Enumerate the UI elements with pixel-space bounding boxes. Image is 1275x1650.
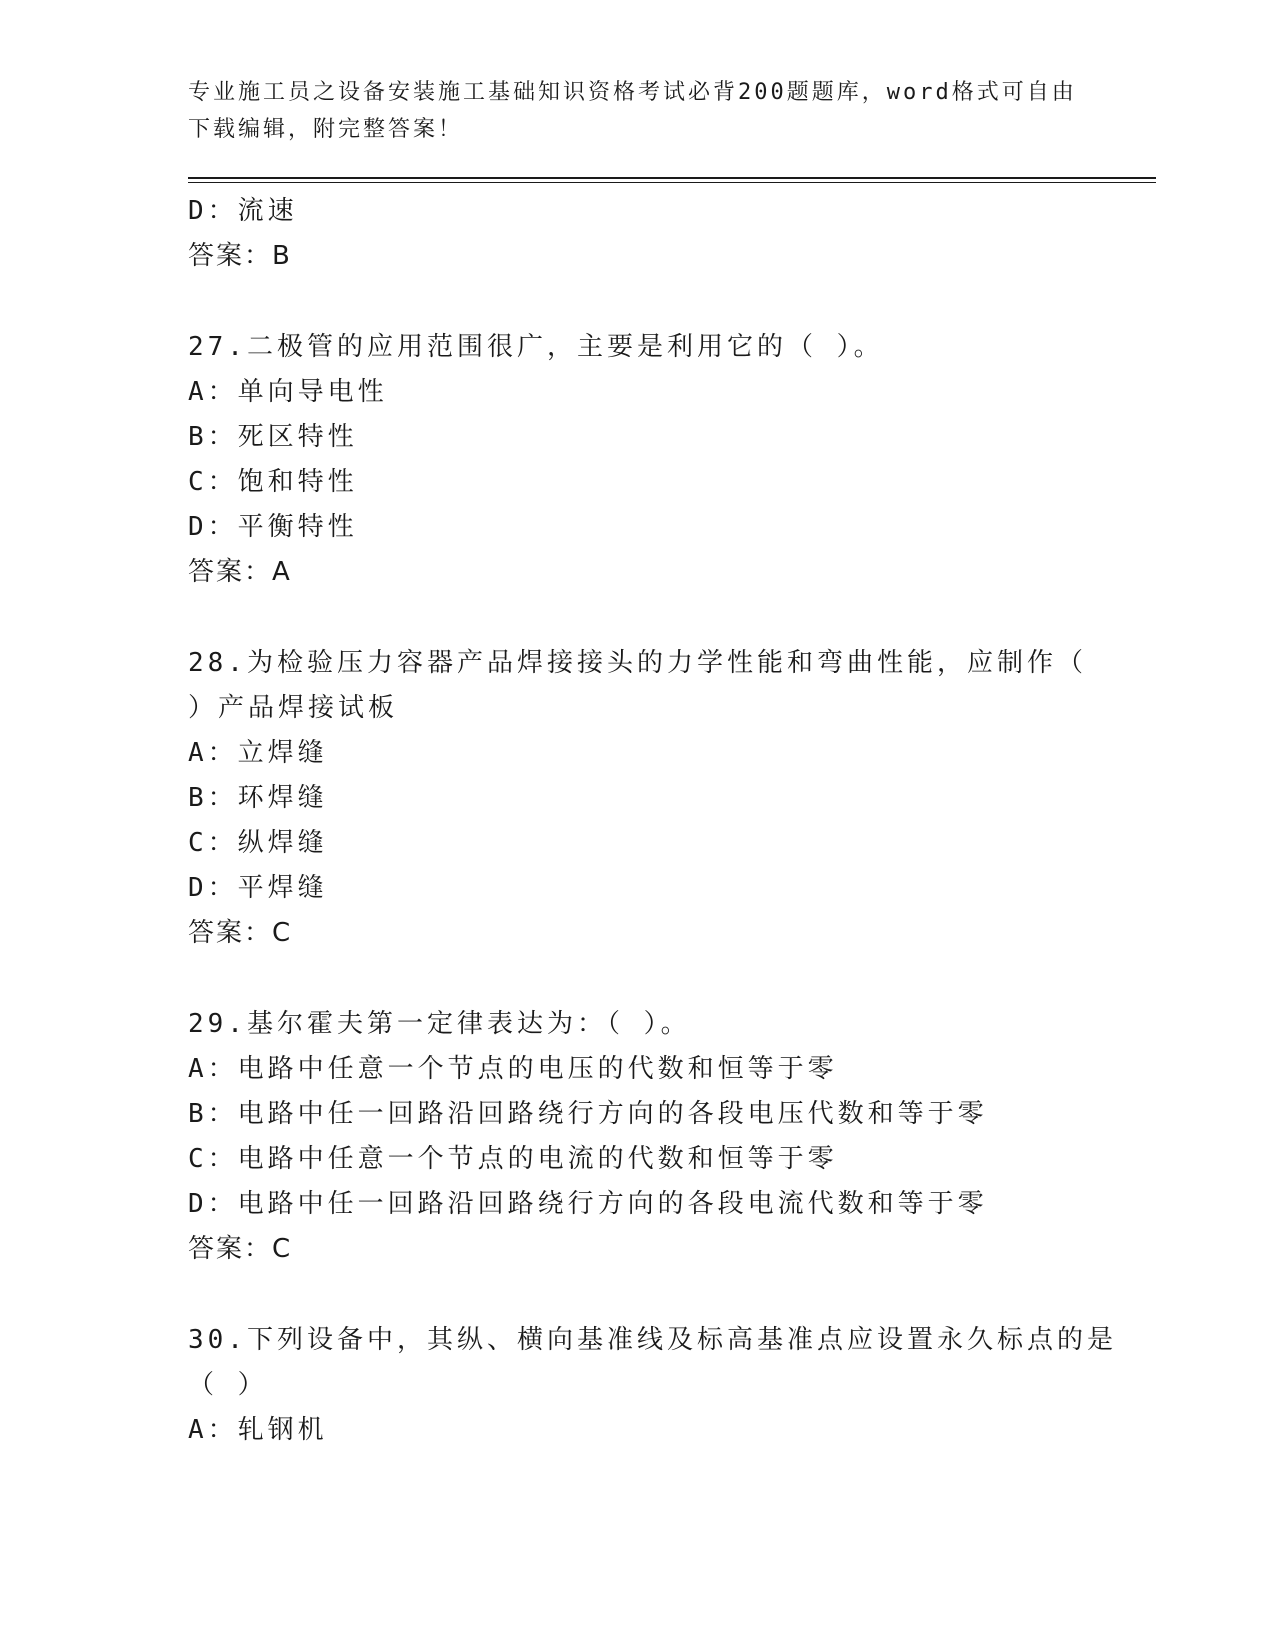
question-list — [188, 189, 1117, 1453]
question-stem: 30.下列设备中，其纵、横向基准线及标高基准点应设置永久标点的是 — [188, 1325, 1117, 1355]
question-30 — [188, 1318, 1117, 1453]
answer-label: 答案：C — [188, 1234, 293, 1264]
question-28 — [188, 641, 1088, 956]
option-c: C：饱和特性 — [188, 467, 358, 497]
question-stem: 29.基尔霍夫第一定律表达为：（ ）。 — [188, 1009, 691, 1039]
header-divider-thin — [188, 182, 1156, 183]
option-b: B：电路中任一回路沿回路绕行方向的各段电压代数和等于零 — [188, 1099, 988, 1129]
option-d: D：平焊缝 — [188, 873, 328, 903]
answer-label: 答案：B — [188, 241, 292, 271]
header-line-2: 下载编辑，附完整答案！ — [188, 117, 464, 142]
question-29 — [188, 1002, 1088, 1272]
option-d: D：流速 — [188, 196, 298, 226]
question-27 — [188, 325, 1088, 595]
answer-label: 答案：C — [188, 918, 293, 948]
option-a: A：立焊缝 — [188, 738, 328, 768]
question-stem: 28.为检验压力容器产品焊接接头的力学性能和弯曲性能，应制作（ — [188, 648, 1087, 678]
option-d: D：平衡特性 — [188, 512, 358, 542]
document-header — [188, 74, 1088, 148]
header-divider-thick — [188, 177, 1156, 179]
option-a: A：单向导电性 — [188, 377, 388, 407]
option-a: A：轧钢机 — [188, 1415, 328, 1445]
option-b: B：环焊缝 — [188, 783, 328, 813]
question-stem: 27.二极管的应用范围很广，主要是利用它的（ ）。 — [188, 332, 884, 362]
answer-label: 答案：A — [188, 557, 292, 587]
question-stem-continued: ）产品焊接试板 — [188, 693, 399, 723]
option-d: D：电路中任一回路沿回路绕行方向的各段电流代数和等于零 — [188, 1189, 988, 1219]
option-c: C：电路中任意一个节点的电流的代数和恒等于零 — [188, 1144, 838, 1174]
option-b: B：死区特性 — [188, 422, 358, 452]
question-stem-continued: （ ） — [188, 1370, 268, 1400]
option-c: C：纵焊缝 — [188, 828, 328, 858]
header-line-1: 专业施工员之设备安装施工基础知识资格考试必背200题题库，word格式可自由 — [188, 80, 1077, 105]
option-a: A：电路中任意一个节点的电压的代数和恒等于零 — [188, 1054, 838, 1084]
